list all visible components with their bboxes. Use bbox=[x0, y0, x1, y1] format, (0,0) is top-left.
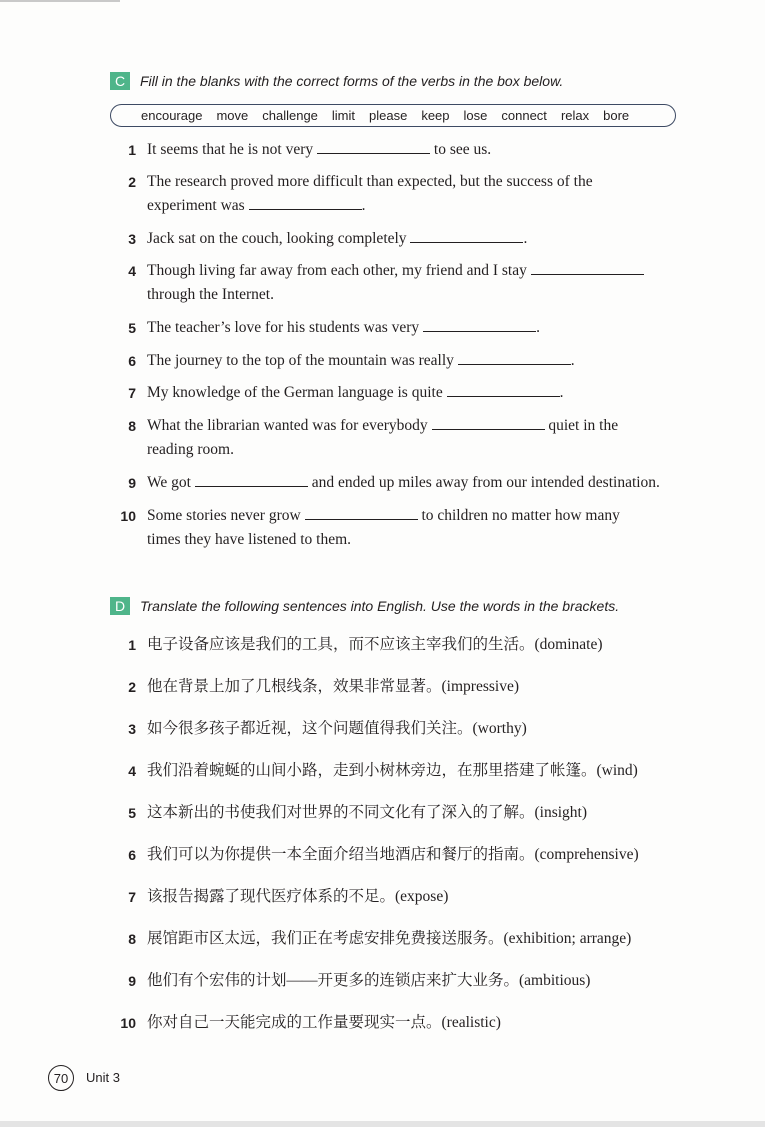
item-number: 9 bbox=[128, 475, 136, 491]
translation-item bbox=[112, 885, 687, 909]
answer-blank[interactable] bbox=[531, 259, 644, 275]
item-number: 2 bbox=[128, 174, 136, 190]
text-segment: . bbox=[536, 319, 540, 336]
item-text bbox=[147, 381, 563, 405]
section-c-instruction: Fill in the blanks with the correct forms of the verbs in the box below. bbox=[140, 73, 564, 89]
answer-blank[interactable] bbox=[410, 227, 523, 243]
item-text bbox=[147, 170, 593, 218]
text-segment: experiment was bbox=[147, 197, 249, 214]
item-number: 1 bbox=[128, 637, 136, 653]
item-text: 展馆距市区太远，我们正在考虑安排免费接送服务。(exhibition; arrange) bbox=[147, 930, 632, 947]
exercise-item bbox=[112, 316, 687, 340]
exercise-item bbox=[112, 471, 687, 495]
item-text: 我们可以为你提供一本全面介绍当地酒店和餐厅的指南。(comprehensive) bbox=[147, 846, 639, 863]
word-option: keep bbox=[421, 108, 450, 123]
item-text: 你对自己一天能完成的工作量要现实一点。(realistic) bbox=[147, 1014, 501, 1031]
text-segment: Some stories never grow bbox=[147, 507, 305, 524]
translation-item bbox=[112, 801, 687, 825]
section-c-header bbox=[110, 72, 563, 90]
item-number: 4 bbox=[128, 763, 136, 779]
page-number: 70 bbox=[48, 1065, 74, 1091]
exercise-item bbox=[112, 227, 687, 251]
exercise-item bbox=[112, 138, 687, 162]
text-segment: My knowledge of the German language is quite bbox=[147, 384, 447, 401]
word-option: limit bbox=[331, 108, 356, 123]
exercise-item bbox=[112, 504, 687, 552]
unit-label: Unit 3 bbox=[86, 1070, 120, 1085]
answer-blank[interactable] bbox=[317, 138, 430, 154]
word-option: challenge bbox=[262, 108, 318, 123]
exercise-item bbox=[112, 414, 687, 462]
item-text bbox=[147, 504, 620, 552]
answer-blank[interactable] bbox=[195, 471, 308, 487]
exercise-item bbox=[112, 349, 687, 373]
item-number: 7 bbox=[128, 889, 136, 905]
item-number: 4 bbox=[128, 263, 136, 279]
word-box bbox=[110, 104, 676, 127]
item-text: 他在背景上加了几根线条，效果非常显著。(impressive) bbox=[147, 678, 519, 695]
text-segment: to children no matter how many bbox=[417, 507, 620, 524]
word-option: please bbox=[369, 108, 408, 123]
answer-blank[interactable] bbox=[458, 349, 571, 365]
item-text: 如今很多孩子都近视，这个问题值得我们关注。(worthy) bbox=[147, 720, 527, 737]
text-segment: . bbox=[559, 384, 564, 401]
item-number: 7 bbox=[128, 385, 136, 401]
item-number: 10 bbox=[120, 508, 136, 524]
translation-item bbox=[112, 843, 687, 867]
answer-blank[interactable] bbox=[249, 194, 362, 210]
item-text bbox=[147, 349, 575, 373]
text-segment: quiet in the bbox=[544, 417, 619, 434]
item-text: 我们沿着蜿蜒的山间小路，走到小树林旁边，在那里搭建了帐篷。(wind) bbox=[147, 762, 638, 779]
translation-item bbox=[112, 927, 687, 951]
word-option: encourage bbox=[141, 108, 203, 123]
translation-item bbox=[112, 969, 687, 993]
translation-item bbox=[112, 717, 687, 741]
item-number: 10 bbox=[120, 1015, 136, 1031]
text-segment: The journey to the top of the mountain was really bbox=[147, 352, 458, 369]
item-number: 5 bbox=[128, 805, 136, 821]
text-segment: to see us. bbox=[430, 141, 492, 158]
answer-blank[interactable] bbox=[423, 316, 536, 332]
answer-blank[interactable] bbox=[447, 381, 560, 397]
text-segment: times they have listened to them. bbox=[147, 531, 352, 548]
item-text bbox=[147, 414, 618, 462]
item-text bbox=[147, 259, 644, 307]
item-number: 9 bbox=[128, 973, 136, 989]
text-segment: The research proved more difficult than expected, but the success of the bbox=[147, 173, 593, 190]
section-c-badge: C bbox=[110, 72, 130, 90]
bottom-rule bbox=[0, 1121, 765, 1127]
translation-item bbox=[112, 675, 687, 699]
word-option: lose bbox=[463, 108, 488, 123]
exercise-item bbox=[112, 170, 687, 218]
exercise-item bbox=[112, 259, 687, 307]
word-option: relax bbox=[560, 108, 590, 123]
text-segment: . bbox=[570, 352, 575, 369]
word-option: bore bbox=[603, 108, 630, 123]
item-text: 他们有个宏伟的计划——开更多的连锁店来扩大业务。(ambitious) bbox=[147, 972, 591, 989]
item-number: 8 bbox=[128, 418, 136, 434]
item-text bbox=[147, 138, 491, 162]
text-segment: through the Internet. bbox=[147, 286, 274, 303]
text-segment: reading room. bbox=[147, 441, 234, 458]
word-option: move bbox=[216, 108, 249, 123]
item-text: 这本新出的书使我们对世界的不同文化有了深入的了解。(insight) bbox=[147, 804, 588, 821]
text-segment: It seems that he is not very bbox=[147, 141, 318, 158]
item-text: 该报告揭露了现代医疗体系的不足。(expose) bbox=[147, 888, 449, 905]
text-segment: What the librarian wanted was for everybody bbox=[147, 417, 432, 434]
text-segment: . bbox=[361, 197, 366, 214]
translation-item bbox=[112, 1011, 687, 1035]
section-d-instruction: Translate the following sentences into English. Use the words in the brackets. bbox=[140, 598, 620, 614]
text-segment: . bbox=[523, 230, 528, 247]
text-segment: Jack sat on the couch, looking completely bbox=[147, 230, 411, 247]
exercise-item bbox=[112, 381, 687, 405]
answer-blank[interactable] bbox=[305, 504, 418, 520]
item-number: 1 bbox=[128, 142, 136, 158]
translation-item bbox=[112, 633, 687, 657]
item-text bbox=[147, 471, 660, 495]
item-text bbox=[147, 316, 540, 340]
item-number: 8 bbox=[128, 931, 136, 947]
section-d-header bbox=[110, 597, 619, 615]
item-number: 2 bbox=[128, 679, 136, 695]
text-segment: and ended up miles away from our intended destination. bbox=[307, 474, 660, 491]
text-segment: The teacher’s love for his students was very bbox=[147, 319, 424, 336]
text-segment: Though living far away from each other, my friend and I stay bbox=[147, 262, 531, 279]
word-option: connect bbox=[501, 108, 547, 123]
item-text bbox=[147, 227, 527, 251]
answer-blank[interactable] bbox=[432, 414, 545, 430]
item-number: 5 bbox=[128, 320, 136, 336]
translation-item bbox=[112, 759, 687, 783]
text-segment: We got bbox=[147, 474, 195, 491]
section-d-badge: D bbox=[110, 597, 130, 615]
top-rule bbox=[0, 0, 120, 2]
item-number: 3 bbox=[128, 721, 136, 737]
item-number: 6 bbox=[128, 353, 136, 369]
item-text: 电子设备应该是我们的工具，而不应该主宰我们的生活。(dominate) bbox=[147, 636, 603, 653]
item-number: 6 bbox=[128, 847, 136, 863]
item-number: 3 bbox=[128, 231, 136, 247]
